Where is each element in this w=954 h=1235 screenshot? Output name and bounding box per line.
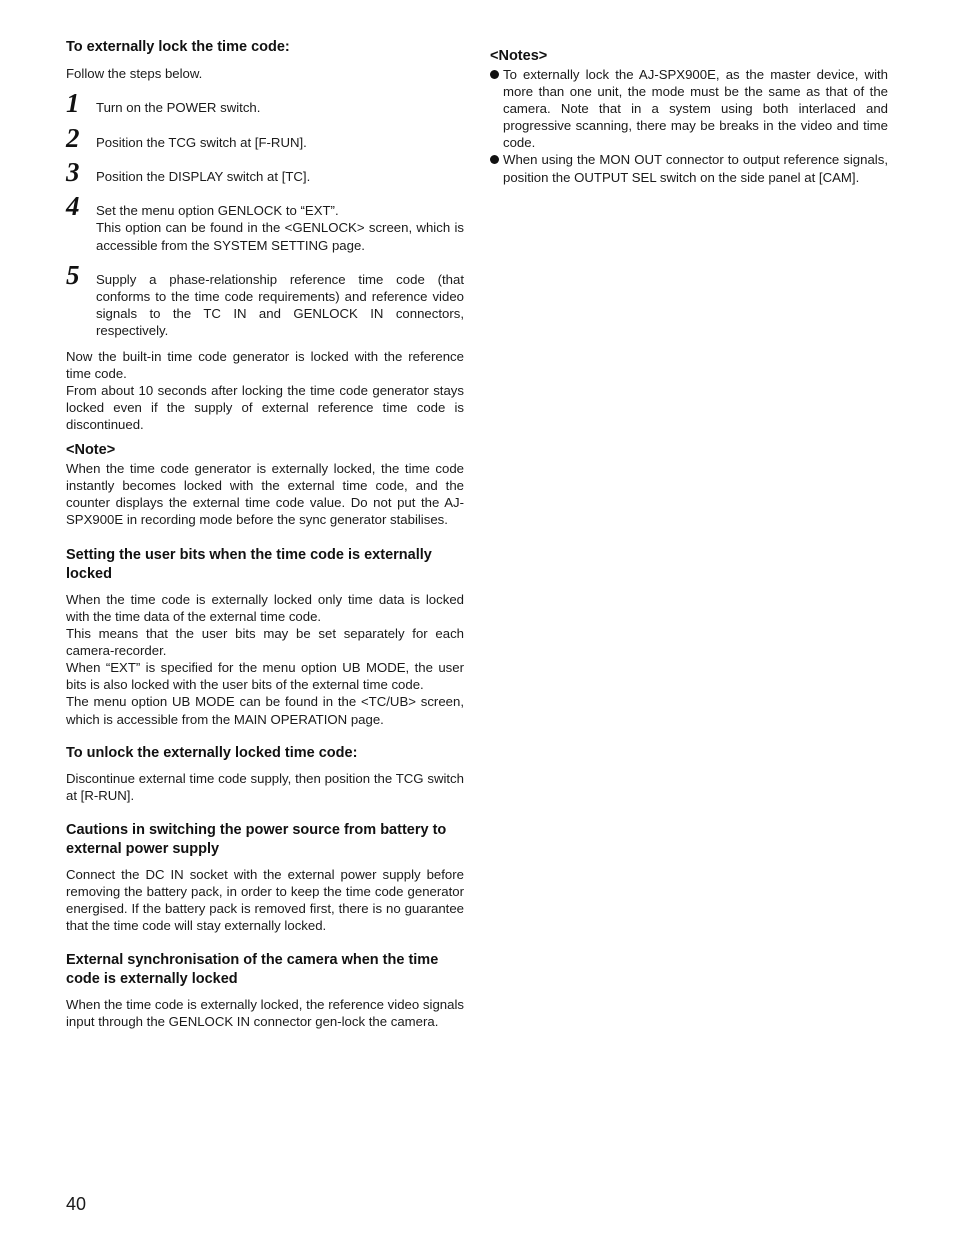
notes-item	[490, 66, 888, 151]
paragraph: When the time code is externally locked only time data is locked with the time data of the external time code.	[66, 591, 464, 624]
step-number: 3	[66, 157, 80, 188]
step-number: 1	[66, 88, 80, 119]
step-text-detail: This option can be found in the <GENLOCK> screen, which is accessible from the SYSTEM SETTING page.	[96, 220, 464, 253]
page-number: 40	[66, 1194, 87, 1214]
step-number: 4	[66, 191, 80, 222]
step-text: Supply a phase-relationship reference time code (that conforms to the time code requirements) and reference video signals to the TC IN and GENLOCK IN connectors, respectively.	[96, 271, 464, 338]
step-number: 5	[66, 259, 80, 290]
step-1	[66, 88, 464, 119]
paragraph: Discontinue external time code supply, then position the TCG switch at [R-RUN].	[66, 770, 464, 803]
notes-item-text: To externally lock the AJ-SPX900E, as the master device, with more than one unit, the mode must be the same as that of the camera. Note that in a system using both interlaced and progressive scanning, there may be breaks in the video and time code.	[503, 67, 888, 151]
notes-heading: <Notes>	[490, 48, 548, 64]
step-text: Turn on the POWER switch.	[96, 100, 261, 116]
paragraph: The menu option UB MODE can be found in the <TC/UB> screen, which is accessible from the MAIN OPERATION page.	[66, 694, 464, 727]
heading-external-lock: To externally lock the time code:	[66, 39, 290, 55]
step-4	[66, 191, 464, 253]
step-text: Set the menu option GENLOCK to “EXT”.	[96, 203, 339, 219]
step-2	[66, 123, 464, 154]
paragraph: From about 10 seconds after locking the time code generator stays locked even if the supply of external reference time code is discontinued.	[66, 383, 464, 433]
notes-item-text: When using the MON OUT connector to output reference signals, position the OUTPUT SEL switch on the side panel at [CAM].	[503, 152, 888, 185]
step-number: 2	[66, 123, 80, 154]
note-text: When the time code generator is externally locked, the time code instantly becomes locked with the external time code, and the counter displays the external time code value. Do not put the AJ-SPX900E in recording mode before the sync generator stabilises.	[66, 460, 464, 527]
step-3	[66, 157, 464, 188]
heading-unlock: To unlock the externally locked time code:	[66, 744, 358, 761]
heading-power-cautions: Cautions in switching the power source from battery to external power supply	[66, 821, 447, 857]
paragraph: This means that the user bits may be set separately for each camera-recorder.	[66, 626, 464, 659]
right-column	[490, 47, 888, 186]
paragraph: Now the built-in time code generator is locked with the reference time code.	[66, 349, 464, 382]
paragraph: When “EXT” is specified for the menu option UB MODE, the user bits is also locked with the user bits of the external time code.	[66, 660, 464, 693]
note-heading: <Note>	[66, 441, 116, 458]
step-text: Position the TCG switch at [F-RUN].	[96, 135, 307, 151]
step-text: Position the DISPLAY switch at [TC].	[96, 169, 311, 185]
notes-item	[490, 151, 888, 185]
step-5	[66, 259, 464, 339]
intro-text: Follow the steps below.	[66, 66, 203, 81]
heading-user-bits: Setting the user bits when the time code is externally locked	[66, 546, 432, 582]
left-column	[66, 38, 464, 1030]
heading-external-sync: External synchronisation of the camera when the time code is externally locked	[66, 952, 439, 988]
paragraph: When the time code is externally locked, the reference video signals input through the GENLOCK IN connector gen-lock the camera.	[66, 997, 464, 1030]
paragraph: Connect the DC IN socket with the external power supply before removing the battery pack, in order to keep the time code generator energised. If the battery pack is removed first, there is no guarantee that the time code will stay externally locked.	[66, 866, 464, 934]
